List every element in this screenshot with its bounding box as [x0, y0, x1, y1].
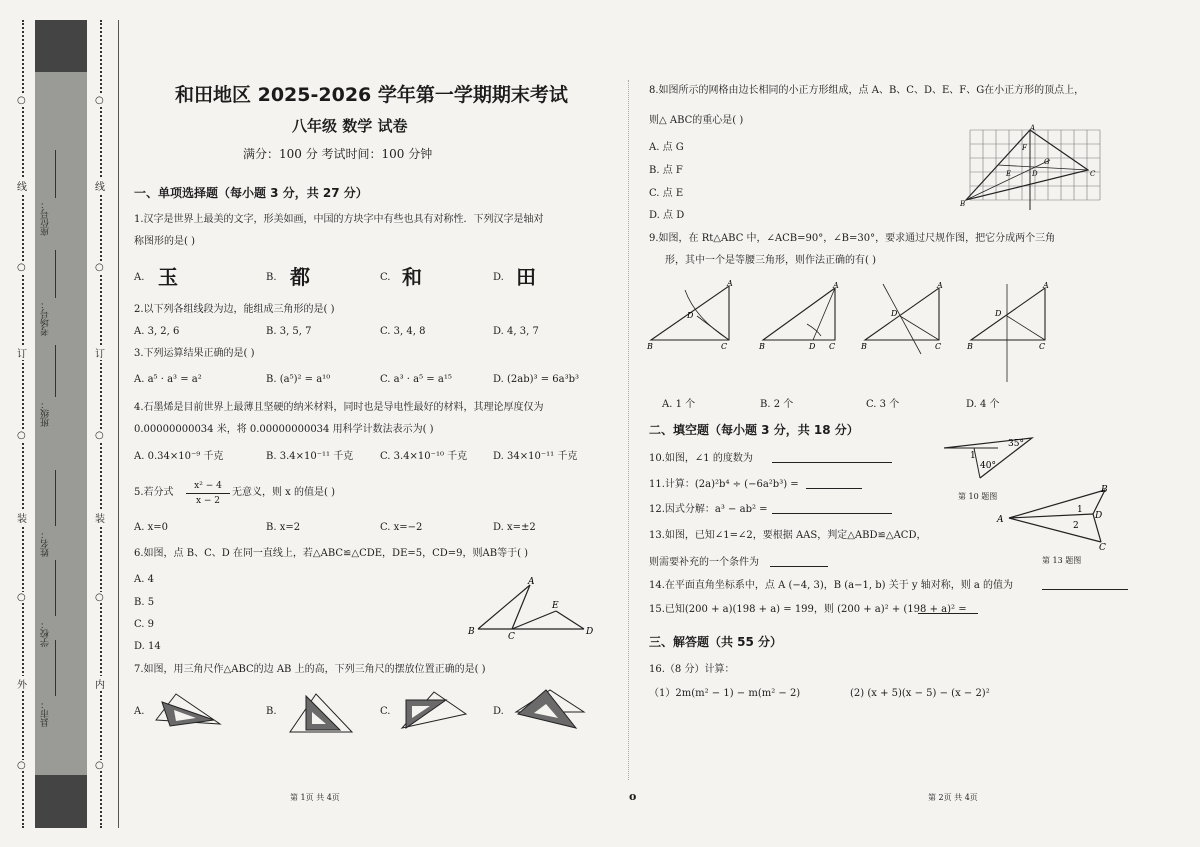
q8-median-c — [998, 165, 1088, 170]
q10-answer-blank[interactable] — [772, 452, 892, 463]
q13-stem-line1: 13.如图，已知∠1=∠2，要根据 AAS，判定△ABD≌△ACD， — [649, 530, 927, 541]
q16-part2: (2) (x + 5)(x − 5) − (x − 2)² — [850, 688, 990, 699]
q9-option-c[interactable]: C. 3 个 — [866, 399, 900, 410]
q16-part1: （1）2m(m² − 1) − m(m² − 2) — [649, 688, 801, 699]
q2-option-b[interactable]: B. 3, 5, 7 — [266, 326, 312, 337]
q13-label-a: A — [997, 515, 1004, 525]
inner-binding-mark-6: ○ — [95, 592, 104, 603]
svg-text:C: C — [1039, 342, 1046, 351]
class-label: 班级： — [41, 400, 51, 427]
q8-label-f: F — [1022, 144, 1027, 152]
q13-figure-caption: 第 13 题图 — [1042, 556, 1082, 565]
svg-text:B: B — [861, 342, 867, 351]
svg-text:A: A — [727, 279, 733, 288]
q6-option-c[interactable]: C. 9 — [134, 619, 155, 630]
inner-binding-mark-3: 订 — [95, 345, 105, 360]
binding-strip-bottom — [35, 775, 87, 828]
outer-binding-mark-6: ○ — [17, 592, 26, 603]
q4-stem-line1: 4.石墨烯是目前世界上最薄且坚硬的纳米材料，同时也是导电性最好的材料，其理论厚度仅为 — [134, 402, 544, 413]
q13-label-d: D — [1095, 511, 1103, 521]
q7-figure-b — [282, 690, 362, 735]
q15-answer-blank[interactable] — [918, 603, 978, 614]
name-label: 姓名： — [41, 530, 51, 557]
q4-stem-line2: 0.00000000034 米，将 0.00000000034 用科学计数法表示为( ) — [134, 424, 434, 435]
q10-label-40: 40° — [980, 461, 996, 471]
q12-stem: 12.因式分解：a³ − ab² = — [649, 504, 768, 515]
q9-option-b[interactable]: B. 2 个 — [760, 399, 794, 410]
q5-stem-post: 无意义，则 x 的值是( ) — [232, 487, 335, 498]
q6-label-d: D — [586, 627, 594, 637]
inner-binding-mark-5: 装 — [95, 510, 105, 525]
q7-figure-c — [396, 688, 476, 733]
q1-option-d-char: 田 — [516, 265, 536, 289]
q6-stem: 6.如图，点 B、C、D 在同一直线上，若△ABC≌△CDE，DE=5，CD=9，则AB等于( ) — [134, 548, 529, 559]
q6-line-ba — [478, 585, 530, 629]
q8-stem-line2: 则△ ABC的重心是( ) — [649, 115, 744, 126]
svg-text:D: D — [995, 309, 1002, 318]
q1-option-c-label[interactable]: C. — [380, 272, 391, 283]
svg-text:D: D — [809, 342, 816, 351]
q8-option-a[interactable]: A. 点 G — [649, 142, 684, 153]
seat-number-field[interactable] — [55, 150, 56, 198]
school-label: 学校： — [41, 620, 51, 647]
q6-option-d[interactable]: D. 14 — [134, 641, 161, 652]
outer-binding-mark-3: 订 — [17, 345, 27, 360]
q5-option-c[interactable]: C. x=−2 — [380, 522, 423, 533]
q2-option-c[interactable]: C. 3, 4, 8 — [380, 326, 426, 337]
q4-option-d[interactable]: D. 34×10⁻¹¹ 千克 — [493, 451, 578, 462]
inner-binding-mark-8: ○ — [95, 760, 104, 771]
name-field[interactable] — [55, 470, 56, 526]
outer-binding-mark-0: ○ — [17, 95, 26, 106]
q7-option-d[interactable]: D. — [493, 706, 504, 717]
q9-fig4-triangle — [971, 288, 1045, 340]
q1-stem-line1: 1.汉字是世界上最美的文字，形美如画，中国的方块字中有些也具有对称性．下列汉字是轴对 — [134, 214, 544, 225]
svg-text:A: A — [833, 281, 839, 290]
q4-option-b[interactable]: B. 3.4×10⁻¹¹ 千克 — [266, 451, 354, 462]
section-1-heading: 一、单项选择题（每小题 3 分，共 27 分） — [134, 186, 368, 200]
q7-figure-d — [510, 686, 592, 734]
q4-option-a[interactable]: A. 0.34×10⁻⁹ 千克 — [134, 451, 224, 462]
q6-label-c: C — [508, 632, 515, 642]
class-field[interactable] — [55, 345, 56, 397]
q1-option-b-label[interactable]: B. — [266, 272, 277, 283]
outer-binding-mark-7: 外 — [17, 676, 27, 691]
svg-text:C: C — [829, 342, 836, 351]
q9-option-d[interactable]: D. 4 个 — [966, 399, 1000, 410]
q13-label-c: C — [1099, 543, 1106, 552]
q8-triangle-abc — [966, 130, 1088, 200]
q8-label-a: A — [1030, 124, 1036, 132]
q10-figure-caption: 第 10 题图 — [958, 492, 998, 501]
q1-option-d-label[interactable]: D. — [493, 272, 504, 283]
q8-option-d[interactable]: D. 点 D — [649, 210, 685, 221]
q1-option-b-char: 都 — [290, 265, 310, 289]
svg-text:B: B — [759, 342, 765, 351]
footer-page-2: 第 2页 共 4页 — [928, 793, 978, 802]
q2-option-a[interactable]: A. 3, 2, 6 — [134, 326, 180, 337]
q15-stem: 15.已知(200 + a)(198 + a) = 199，则 (200 + a)² + (198 + a)² = — [649, 604, 967, 615]
q7-stem: 7.如图，用三角尺作△ABC的边 AB 上的高，下列三角尺的摆放位置正确的是( ) — [134, 664, 486, 675]
q11-stem: 11.计算：(2a)²b⁴ ÷ (−6a²b³) = — [649, 479, 799, 490]
q8-label-e: E — [1006, 170, 1012, 178]
footer-center-mark: o — [629, 790, 637, 803]
q13-label-2: 2 — [1073, 521, 1079, 531]
q3-stem: 3.下列运算结果正确的是( ) — [134, 348, 255, 359]
q5-frac-den: x − 2 — [195, 496, 221, 506]
inner-binding-mark-1: 线 — [95, 178, 105, 193]
q6-label-b: B — [468, 627, 475, 637]
q2-stem: 2.以下列各组线段为边，能组成三角形的是( ) — [134, 304, 335, 315]
q7-option-a[interactable]: A. — [134, 706, 145, 717]
q9-stem-line2: 形，其中一个是等腰三角形，则作法正确的有( ) — [665, 255, 876, 266]
q8-option-c[interactable]: C. 点 E — [649, 188, 684, 199]
q5-stem-pre: 5.若分式 — [134, 487, 174, 498]
q10-stem: 10.如图，∠1 的度数为 — [649, 453, 753, 464]
q13-line-ac — [1009, 518, 1101, 542]
q13-stem-line2: 则需要补充的一个条件为 — [649, 557, 759, 568]
svg-text:A: A — [1043, 281, 1049, 290]
outer-binding-mark-8: ○ — [17, 760, 26, 771]
q8-label-g: G — [1044, 158, 1050, 166]
q3-option-d[interactable]: D. (2ab)³ = 6a³b³ — [493, 374, 580, 385]
q2-option-d[interactable]: D. 4, 3, 7 — [493, 326, 539, 337]
county-label: 县市： — [41, 700, 51, 727]
outer-binding-mark-2: ○ — [17, 262, 26, 273]
q13-label-1: 1 — [1077, 505, 1083, 515]
q8-median-b — [966, 160, 1050, 200]
q1-option-c-char: 和 — [402, 265, 422, 289]
q7-option-b[interactable]: B. — [266, 706, 277, 717]
section-2-heading: 二、填空题（每小题 3 分，共 18 分） — [649, 423, 859, 437]
q7-figure-a — [148, 690, 228, 735]
q6-figure — [466, 575, 596, 645]
q8-label-b: B — [960, 200, 966, 208]
section-3-heading: 三、解答题（共 55 分） — [649, 635, 783, 649]
q3-option-b[interactable]: B. (a⁵)² = a¹⁰ — [266, 374, 331, 385]
q8-option-b[interactable]: B. 点 F — [649, 165, 683, 176]
footer-page-1: 第 1页 共 4页 — [290, 793, 340, 802]
q12-answer-blank[interactable] — [772, 503, 892, 514]
q8-grid-figure — [960, 120, 1110, 210]
q16-stem: 16.（8 分）计算： — [649, 664, 735, 675]
q13-answer-blank[interactable] — [770, 556, 828, 567]
exam-room-field[interactable] — [55, 250, 56, 298]
q9-figures — [645, 278, 1055, 390]
outer-binding-mark-5: 装 — [17, 510, 27, 525]
q13-figure — [995, 480, 1125, 552]
q14-answer-blank[interactable] — [1042, 579, 1128, 590]
inner-binding-mark-7: 内 — [95, 676, 105, 691]
inner-binding-mark-0: ○ — [95, 95, 104, 106]
q3-option-a[interactable]: A. a⁵ · a³ = a² — [134, 374, 202, 385]
svg-text:D: D — [891, 309, 898, 318]
q5-option-a[interactable]: A. x=0 — [134, 522, 168, 533]
q7-option-c[interactable]: C. — [380, 706, 391, 717]
q5-option-b[interactable]: B. x=2 — [266, 522, 301, 533]
q9-option-a[interactable]: A. 1 个 — [662, 399, 696, 410]
q3-option-c[interactable]: C. a³ · a⁵ = a¹⁵ — [380, 374, 452, 385]
q6-option-a[interactable]: A. 4 — [134, 574, 154, 585]
q6-label-e: E — [552, 601, 559, 611]
q6-label-a: A — [528, 577, 535, 587]
q14-stem: 14.在平面直角坐标系中，点 A (−4, 3)，B (a−1, b) 关于 y 轴对称，则 a 的值为 — [649, 580, 1014, 591]
q9-stem-line1: 9.如图，在 Rt△ABC 中，∠ACB=90°，∠B=30°，要求通过尺规作图，把它分成两个三角 — [649, 233, 1056, 244]
q9-fig3-triangle — [865, 288, 939, 340]
q13-label-b: B — [1101, 485, 1108, 495]
q8-stem-line1: 8.如图所示的网格由边长相同的小正方形组成，点 A、B、C、D、E、F、G在小正方形的顶点上， — [649, 85, 1085, 96]
q8-label-c: C — [1090, 170, 1096, 178]
exam-score-info: 满分：100 分 考试时间：100 分钟 — [243, 147, 433, 161]
q10-label-35: 35° — [1008, 439, 1024, 449]
exam-room-label: 考场号： — [41, 300, 51, 336]
county-field[interactable] — [55, 640, 56, 696]
q8-label-d: D — [1032, 170, 1038, 178]
q5-frac-bar — [186, 493, 230, 494]
exam-title: 和田地区 2025-2026 学年第一学期期末考试 — [175, 84, 568, 106]
outer-binding-mark-4: ○ — [17, 430, 26, 441]
q1-option-a-label[interactable]: A. — [134, 272, 145, 283]
svg-text:D: D — [687, 311, 694, 320]
svg-text:B: B — [967, 342, 973, 351]
svg-text:C: C — [935, 342, 942, 351]
q11-answer-blank[interactable] — [806, 478, 862, 489]
inner-seal-line — [100, 20, 102, 828]
school-field[interactable] — [55, 560, 56, 616]
page-divider — [628, 80, 629, 780]
inner-binding-mark-2: ○ — [95, 262, 104, 273]
q6-option-b[interactable]: B. 5 — [134, 597, 155, 608]
q1-option-a-char: 玉 — [158, 265, 178, 289]
inner-binding-mark-4: ○ — [95, 430, 104, 441]
binding-strip-top — [35, 20, 87, 72]
q1-stem-line2: 称图形的是( ) — [134, 236, 195, 247]
q5-frac-num: x² − 4 — [194, 481, 222, 491]
q10-label-1: 1 — [970, 451, 976, 461]
outer-seal-line — [22, 20, 24, 828]
q6-line-ed — [556, 611, 584, 629]
page-left-border — [118, 20, 119, 828]
q4-option-c[interactable]: C. 3.4×10⁻¹⁰ 千克 — [380, 451, 468, 462]
exam-subtitle: 八年级 数学 试卷 — [292, 117, 408, 135]
seat-number-label: 座位号： — [41, 200, 51, 236]
outer-binding-mark-1: 线 — [17, 178, 27, 193]
q5-option-d[interactable]: D. x=±2 — [493, 522, 536, 533]
svg-text:B: B — [647, 342, 653, 351]
svg-text:A: A — [937, 281, 943, 290]
svg-text:C: C — [721, 342, 728, 351]
